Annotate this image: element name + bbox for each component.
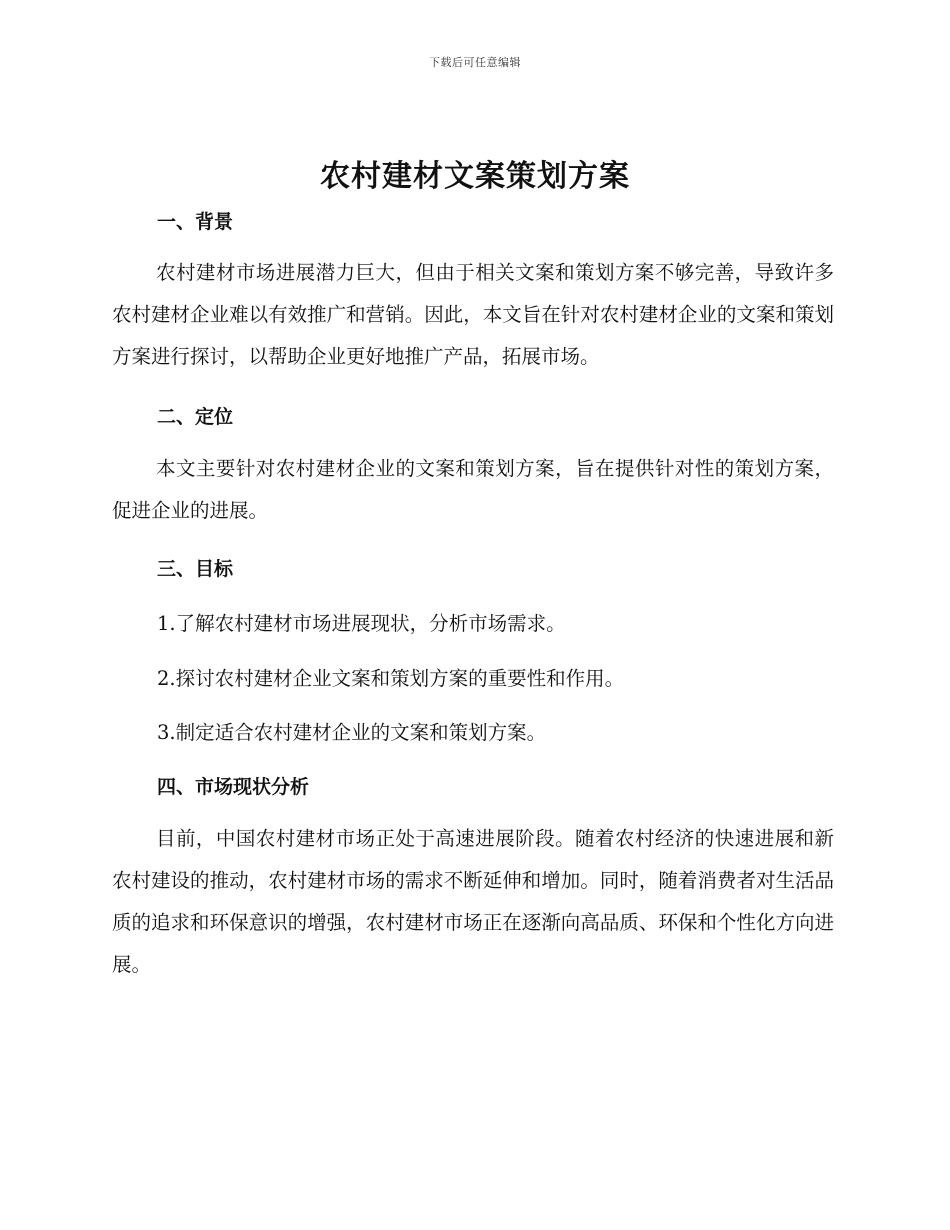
goal-item-1: 1.了解农村建材市场进展现状，分析市场需求。 xyxy=(157,612,566,635)
section-heading-goals: 三、目标 xyxy=(157,558,234,580)
section-paragraph-background: 农村建材市场进展潜力巨大，但由于相关文案和策划方案不够完善，导致许多农村建材企业难以有效推广和营销。因此，本文旨在针对农村建材企业的文案和策划方案进行探讨，以帮助企业更好地推广产品，拓展市场。 xyxy=(112,261,834,368)
section-heading-positioning: 二、定位 xyxy=(157,406,234,428)
goal-item-2: 2.探讨农村建材企业文案和策划方案的重要性和作用。 xyxy=(157,667,625,690)
section-paragraph-positioning: 本文主要针对农村建材企业的文案和策划方案，旨在提供针对性的策划方案，促进企业的进展。 xyxy=(112,457,834,522)
document-title: 农村建材文案策划方案 xyxy=(320,159,630,194)
goal-item-3: 3.制定适合农村建材企业的文案和策划方案。 xyxy=(157,721,547,744)
header-note: 下载后可任意编辑 xyxy=(429,56,521,69)
section-heading-background: 一、背景 xyxy=(157,211,234,233)
section-paragraph-market-analysis: 目前，中国农村建材市场正处于高速进展阶段。随着农村经济的快速进展和新农村建设的推动，农村建材市场的需求不断延伸和增加。同时，随着消费者对生活品质的追求和环保意识的增强，农村建材市场正在逐渐向高品质、环保和个性化方向进展。 xyxy=(112,827,834,976)
section-heading-market-analysis: 四、市场现状分析 xyxy=(157,776,310,798)
